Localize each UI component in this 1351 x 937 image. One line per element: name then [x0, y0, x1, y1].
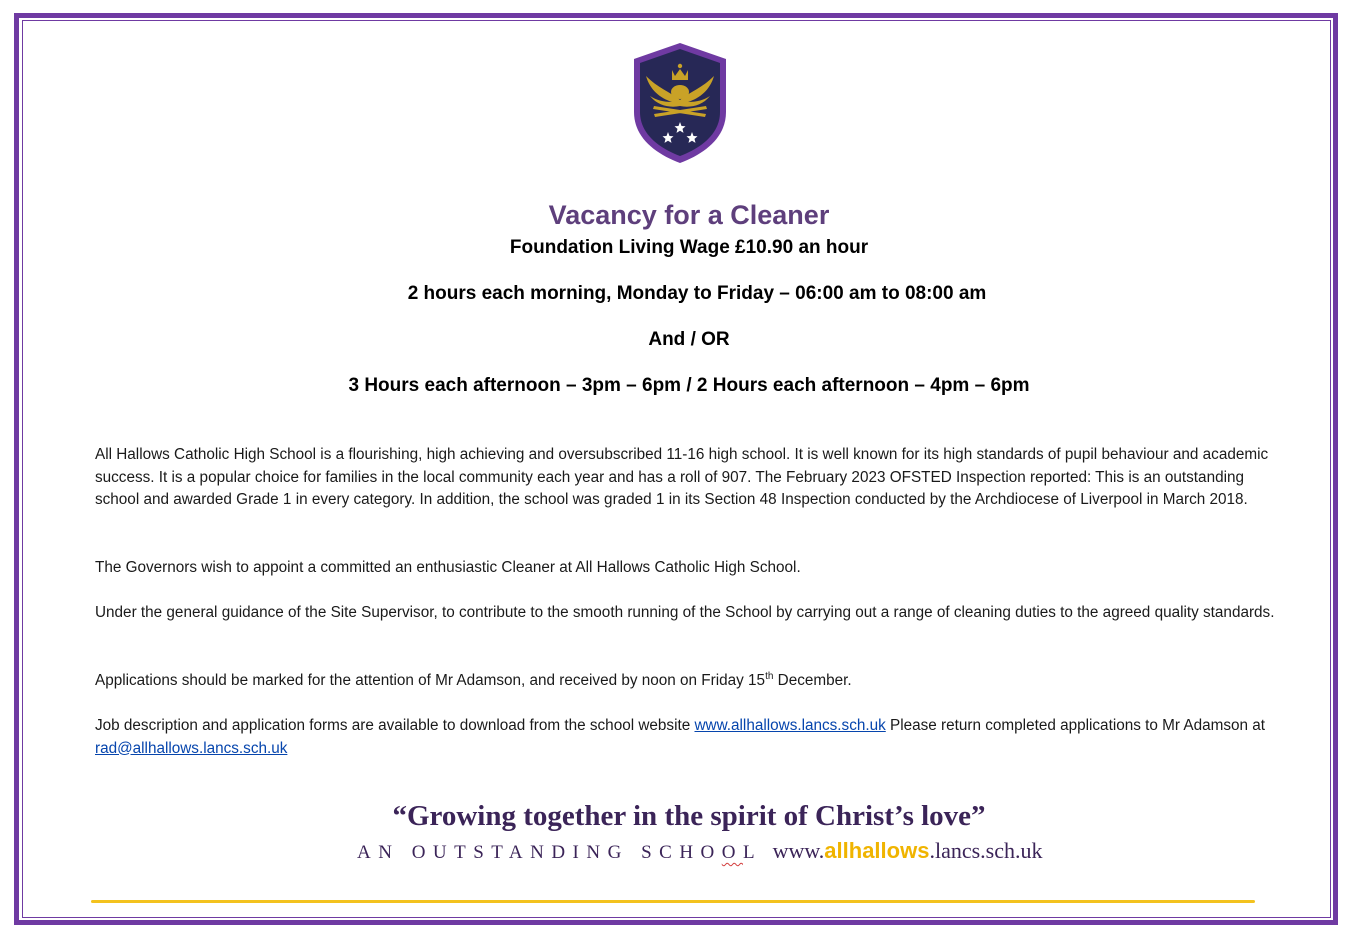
footer-website-suffix: .lancs.sch.uk	[929, 838, 1043, 863]
tagline-text: AN OUTSTANDING SCHO	[357, 842, 722, 863]
governors-text: The Governors wish to appoint a committed an enthusiastic Cleaner at All Hallows Catholic High School.	[95, 559, 801, 576]
wage-line: Foundation Living Wage £10.90 an hour	[509, 237, 869, 258]
school-intro-text: All Hallows Catholic High School is a flourishing, high achieving and oversubscribed 11-16 high school. It is well known for its high standards of pupil behaviour and academic success. It is a popular choice for families in the local community each year and has a roll of 907. The February 2023 OFSTED Inspection reported: This is an outstanding school and awarded Grade 1 in every category. In addition, the school was graded 1 in its Section 48 Inspection conducted by the Archdiocese of Liverpool in March 2018.	[95, 446, 1269, 508]
tagline-spellcheck-letter: O	[721, 842, 743, 863]
job-description-text: Job description and application forms are available to download from the school website	[95, 717, 695, 734]
footer-website	[773, 838, 1043, 863]
and-or-line: And / OR	[648, 329, 730, 350]
tagline-end-letter: L	[743, 842, 763, 863]
job-description-paragraph	[95, 715, 1285, 760]
morning-hours-line: 2 hours each morning, Monday to Friday – 06:00 am to 08:00 am	[407, 283, 987, 304]
return-applications-text: Please return completed applications to Mr Adamson at	[885, 717, 1266, 734]
footer-website-prefix: www.	[772, 838, 825, 863]
school-motto: “Growing together in the spirit of Christ’s love”	[392, 800, 986, 832]
governors-paragraph	[95, 557, 1285, 580]
vacancy-title: Vacancy for a Cleaner	[548, 200, 830, 230]
contact-email-link[interactable]: rad@allhallows.lancs.sch.uk	[95, 739, 288, 757]
afternoon-hours-line: 3 Hours each afternoon – 3pm – 6pm / 2 Hours each afternoon – 4pm – 6pm	[348, 375, 1030, 396]
school-crest-logo	[630, 40, 730, 166]
footer-tagline-row	[357, 838, 1042, 864]
footer-website-brand: allhallows	[824, 838, 930, 863]
applications-paragraph	[95, 670, 1285, 693]
school-intro-paragraph	[95, 444, 1285, 512]
school-website-link[interactable]: www.allhallows.lancs.sch.uk	[694, 717, 886, 734]
date-ordinal-suffix: th	[765, 670, 774, 682]
outstanding-school-tagline	[357, 842, 762, 863]
applications-month: December.	[773, 672, 852, 689]
footer-gold-divider	[91, 900, 1255, 903]
duties-paragraph	[95, 602, 1285, 625]
applications-text: Applications should be marked for the attention of Mr Adamson, and received by noon on Friday 15	[95, 672, 766, 689]
duties-text: Under the general guidance of the Site Supervisor, to contribute to the smooth running of the School by carrying out a range of cleaning duties to the agreed quality standards.	[95, 604, 1275, 621]
